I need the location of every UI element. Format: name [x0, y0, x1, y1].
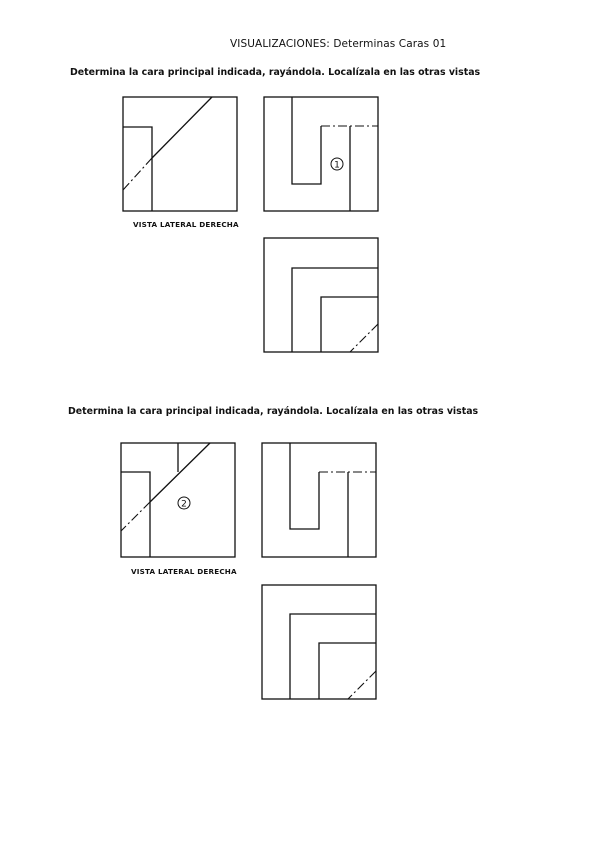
front-view-u-notch — [292, 97, 321, 184]
side-view-outline — [123, 97, 237, 211]
face-marker-number: 2 — [181, 499, 187, 510]
side-view-inner-edge — [121, 472, 150, 557]
exercise-2-side-view-caption: VISTA LATERAL DERECHA — [131, 567, 237, 576]
exercise-1-front-view — [264, 97, 378, 211]
exercise-1-instruction: Determina la cara principal indicada, rayándola. Localízala en las otras vistas — [70, 67, 481, 78]
face-marker-2 — [178, 497, 190, 510]
side-view-hidden-edge — [121, 502, 150, 531]
front-view-u-notch — [290, 443, 319, 529]
exercise-1-side-view-caption: VISTA LATERAL DERECHA — [133, 220, 239, 229]
top-view-outer-l-edge — [292, 268, 378, 352]
side-view-diagonal-edge — [150, 443, 210, 502]
exercise-2-side-view — [121, 443, 235, 557]
face-marker-1 — [331, 158, 343, 171]
side-view-inner-edge — [123, 127, 152, 211]
top-view-hidden-edge — [350, 324, 378, 352]
exercise-2-front-view — [262, 443, 376, 557]
exercise-1-side-view — [123, 97, 237, 211]
face-marker-number: 1 — [334, 160, 340, 171]
top-view-inner-l-edge — [321, 297, 378, 352]
side-view-hidden-edge — [123, 158, 152, 190]
top-view-hidden-edge — [348, 671, 376, 699]
exercise-2-instruction: Determina la cara principal indicada, rayándola. Localízala en las otras vistas — [68, 406, 479, 417]
page-title: VISUALIZACIONES: Determinas Caras 01 — [230, 38, 447, 50]
side-view-diagonal-edge — [152, 97, 212, 158]
exercise-1-top-view — [264, 238, 378, 352]
top-view-outer-l-edge — [290, 614, 376, 699]
exercise-2-top-view — [262, 585, 376, 699]
top-view-inner-l-edge — [319, 643, 376, 699]
